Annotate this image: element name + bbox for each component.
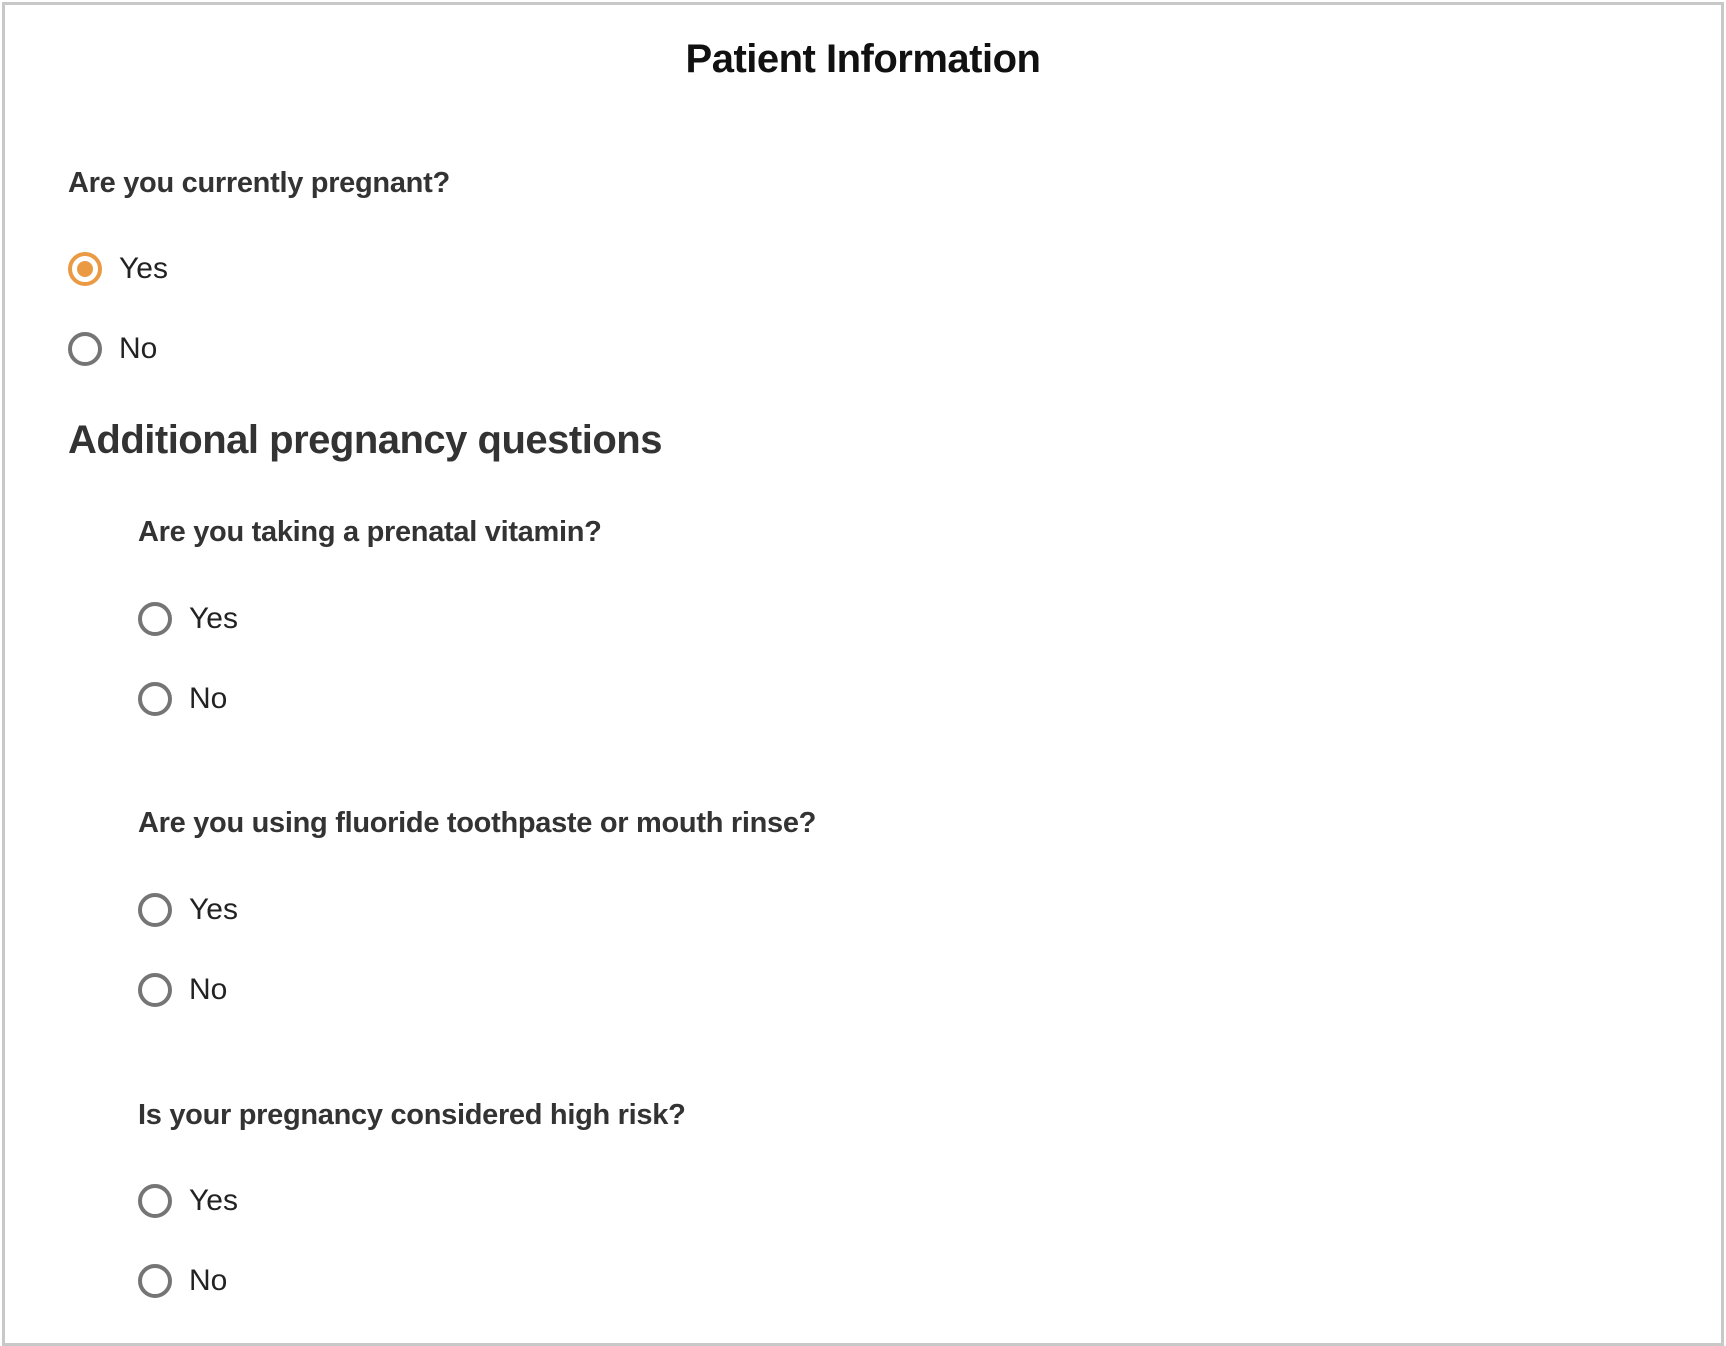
question-currently-pregnant: Are you currently pregnant? bbox=[68, 167, 450, 199]
radio-fluoride-yes[interactable] bbox=[138, 888, 238, 932]
radio-unselected-icon[interactable] bbox=[138, 1184, 172, 1218]
radio-unselected-icon[interactable] bbox=[138, 973, 172, 1007]
radio-unselected-icon[interactable] bbox=[138, 893, 172, 927]
radio-high-risk-no[interactable] bbox=[138, 1259, 227, 1303]
radio-prenatal-yes[interactable] bbox=[138, 597, 238, 641]
option-label: Yes bbox=[189, 1184, 238, 1217]
radio-unselected-icon[interactable] bbox=[68, 332, 102, 366]
option-label: Yes bbox=[189, 602, 238, 635]
question-fluoride: Are you using fluoride toothpaste or mouth rinse? bbox=[138, 807, 817, 839]
radio-prenatal-no[interactable] bbox=[138, 677, 227, 721]
radio-unselected-icon[interactable] bbox=[138, 1264, 172, 1298]
radio-selected-icon[interactable] bbox=[68, 252, 102, 286]
radio-unselected-icon[interactable] bbox=[138, 602, 172, 636]
option-label: No bbox=[189, 973, 228, 1006]
radio-unselected-icon[interactable] bbox=[138, 682, 172, 716]
option-label: No bbox=[189, 1264, 228, 1297]
radio-pregnant-yes[interactable] bbox=[68, 247, 168, 291]
section-heading: Additional pregnancy questions bbox=[68, 418, 662, 462]
option-label: No bbox=[119, 332, 158, 365]
radio-high-risk-yes[interactable] bbox=[138, 1179, 238, 1223]
radio-fluoride-no[interactable] bbox=[138, 968, 227, 1012]
question-prenatal-vitamin: Are you taking a prenatal vitamin? bbox=[138, 516, 602, 548]
page-title: Patient Information bbox=[685, 37, 1041, 81]
option-label: Yes bbox=[119, 252, 168, 285]
form-panel bbox=[2, 2, 1724, 1346]
radio-pregnant-no[interactable] bbox=[68, 327, 157, 371]
question-high-risk: Is your pregnancy considered high risk? bbox=[138, 1099, 686, 1131]
option-label: Yes bbox=[189, 893, 238, 926]
option-label: No bbox=[189, 682, 228, 715]
